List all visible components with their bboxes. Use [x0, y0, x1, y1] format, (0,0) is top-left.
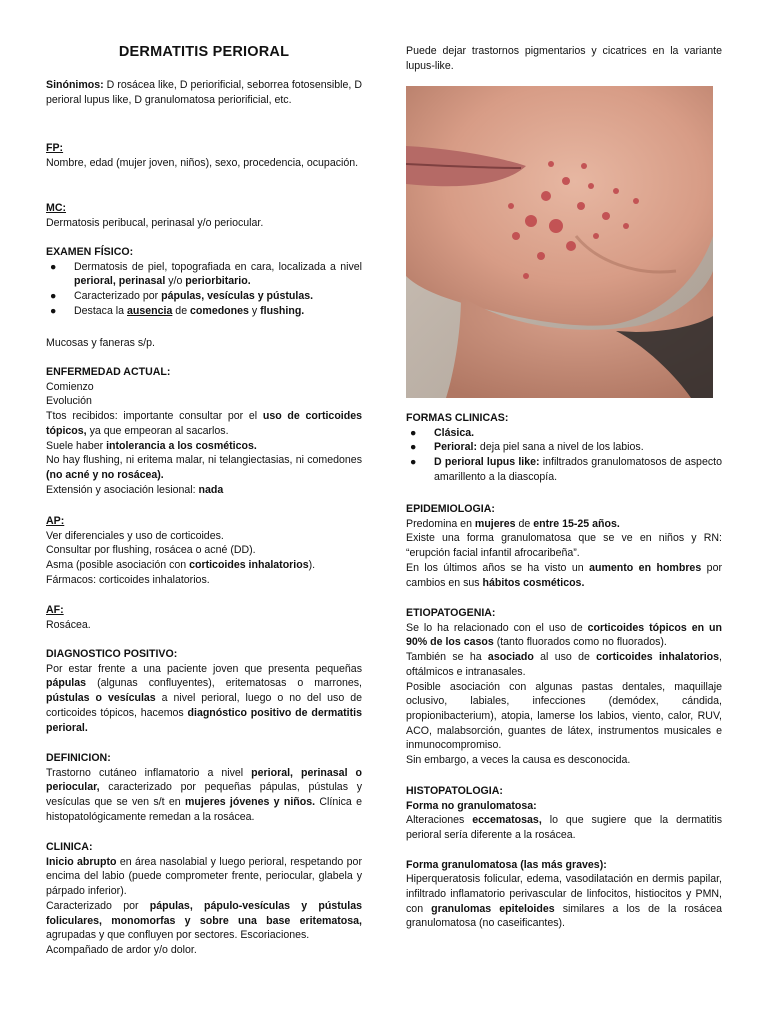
definicion-heading: DEFINICION: [46, 752, 111, 764]
list-item: ● Perioral: deja piel sana a nivel de los labios. [410, 441, 644, 454]
examen-section [46, 245, 362, 319]
formas-section [406, 411, 722, 485]
forma-granulomatosa-heading: Forma granulomatosa (las más graves): [406, 858, 607, 871]
fp-heading: FP: [46, 142, 64, 154]
intro-text: Puede dejar trastornos pigmentarios y cicatrices en la variante lupus-like. [406, 45, 722, 72]
mc-heading: MC: [46, 202, 67, 214]
af-heading: AF: [46, 604, 64, 616]
bullet-icon: ● [50, 304, 57, 317]
clinica-heading: CLINICA: [46, 841, 93, 853]
clinica-section: CLINICA: Inicio abrupto en área nasolabial y luego perioral, respetando por encima del labio (puede comprometer frente, periocular, glabela y párpado inferior). Caracterizado por pápulas, pápulo-vesículas y pústulas foliculares, monomorfas y sobre una base eritematosa, agrupadas y que confluyen por sectores. Escoriaciones. Acompañado de ardor y/o dolor. [46, 841, 362, 956]
diagnostico-section: DIAGNOSTICO POSITIVO: Por estar frente a una paciente joven que presenta pequeñas pápulas (algunas confluyentes), eritematosas o marrones, pústulas o vesículas a nivel perioral, luego o no del uso de corticoides tópicos, hacemos diagnóstico positivo de dermatitis perioral. [46, 648, 362, 734]
sinonimos-section [46, 78, 362, 107]
formas-list [406, 426, 722, 485]
clinical-photo [406, 86, 713, 398]
examen-list [46, 260, 362, 319]
list-item: ● Caracterizado por pápulas, vesículas y pústulas. [50, 290, 314, 303]
enfermedad-section: ENFERMEDAD ACTUAL: Comienzo Evolución Ttos recibidos: importante consultar por el uso de corticoides tópicos, ya que empeoran al sacarlos. Suele haber intolerancia a los cosméticos. No hay flushing, ni eritema malar, ni telangiectasias, ni comedones (no acné y no rosácea). Extensión y asociación lesional: nada [46, 366, 362, 496]
ap-section: AP: Ver diferenciales y uso de corticoides. Consultar por flushing, rosácea o acné (DD). Asma (posible asociación con corticoides inhalatorios). Fármacos: corticoides inhalatorios. [46, 514, 362, 588]
etiopatogenia-section: ETIOPATOGENIA: Se lo ha relacionado con el uso de corticoides tópicos en un 90% de los casos (tanto fluorados como no fluorados). También se ha asociado al uso de corticoides inhalatorios, oftálmicos e intranasales. Posible asociación con algunas pastas dentales, maquillaje oclusivo, labiales, infecciones (demódex, cándida, propionibacterium), atopia, lamerse los labios, viento, calor, RUV, ACO, malabsorción, guantes de látex, instrumentos musicales e inmunocompromiso. Sin embargo, a veces la causa es desconocida. [406, 607, 722, 767]
enfermedad-heading: ENFERMEDAD ACTUAL: [46, 366, 171, 378]
face-photo-illustration [406, 86, 713, 398]
histopatologia-heading: HISTOPATOLOGIA: [406, 785, 503, 797]
list-item: ● D perioral lupus like: infiltrados granulomatosos de aspecto amarillento a la diascopía. [410, 456, 722, 483]
epidemiologia-heading: EPIDEMIOLOGIA: [406, 503, 495, 515]
bullet-icon: ● [410, 426, 417, 439]
histopatologia-section: HISTOPATOLOGIA: Forma no granulomatosa: Alteraciones eccematosas, lo que sugiere que la dermatitis perioral sería diferente a la rosácea. Forma granulomatosa (las más graves): Hiperqueratosis folicular, edema, vasodilatación en dermis papilar, infiltrado inflamatorio perivascular de linfocitos, histiocitos y PMN, con granulomas epiteloides similares a los de la rosácea granulomatosa (no caseificantes). [406, 785, 722, 930]
fp-text: Nombre, edad (mujer joven, niños), sexo, procedencia, ocupación. [46, 156, 359, 169]
list-item: ● Destaca la ausencia de comedones y flushing. [50, 304, 305, 317]
mucosas-note: Mucosas y faneras s/p. [46, 337, 155, 349]
formas-heading: FORMAS CLINICAS: [406, 412, 509, 424]
list-item: ● Dermatosis de piel, topografiada en cara, localizada a nivel perioral, perinasal y/o periorbitario. [50, 260, 362, 288]
definicion-section: DEFINICION: Trastorno cutáneo inflamatorio a nivel perioral, perinasal o periocular, caracterizado por pequeñas pápulas, pústulas y vesículas que se ven s/t en mujeres jóvenes y niños. Clínica e histopatológicamente remedan a la rosácea. [46, 752, 362, 823]
sinonimos-label: Sinónimos: [46, 79, 104, 91]
bullet-icon: ● [410, 456, 417, 469]
ap-heading: AP: [46, 515, 65, 527]
mc-section [46, 201, 362, 230]
mc-text: Dermatosis peribucal, perinasal y/o periocular. [46, 216, 264, 229]
af-section: AF: Rosácea. [46, 603, 362, 632]
bullet-icon: ● [410, 441, 417, 454]
forma-no-granulomatosa-heading: Forma no granulomatosa: [406, 799, 537, 812]
epidemiologia-section: EPIDEMIOLOGIA: Predomina en mujeres de entre 15-25 años. Existe una forma granulomatosa que se ve en niños y RN: “erupción facial infantil afrocaribeña”. En los últimos años se ha visto un aumento en hombres por cambios en sus hábitos cosméticos. [406, 503, 722, 589]
page-title: DERMATITIS PERIORAL [118, 44, 290, 60]
bullet-icon: ● [50, 260, 57, 273]
etiopatogenia-heading: ETIOPATOGENIA: [406, 607, 496, 619]
bullet-icon: ● [50, 290, 57, 303]
examen-heading: EXAMEN FÍSICO: [46, 246, 134, 258]
fp-section [46, 141, 362, 170]
sinonimos-text: D rosácea like, D periorificial, seborrea fotosensible, D perioral lupus like, D granulomatosa periorificial, etc. [46, 79, 362, 106]
diagnostico-heading: DIAGNOSTICO POSITIVO: [46, 648, 178, 660]
list-item: ● Clásica. [410, 426, 475, 439]
